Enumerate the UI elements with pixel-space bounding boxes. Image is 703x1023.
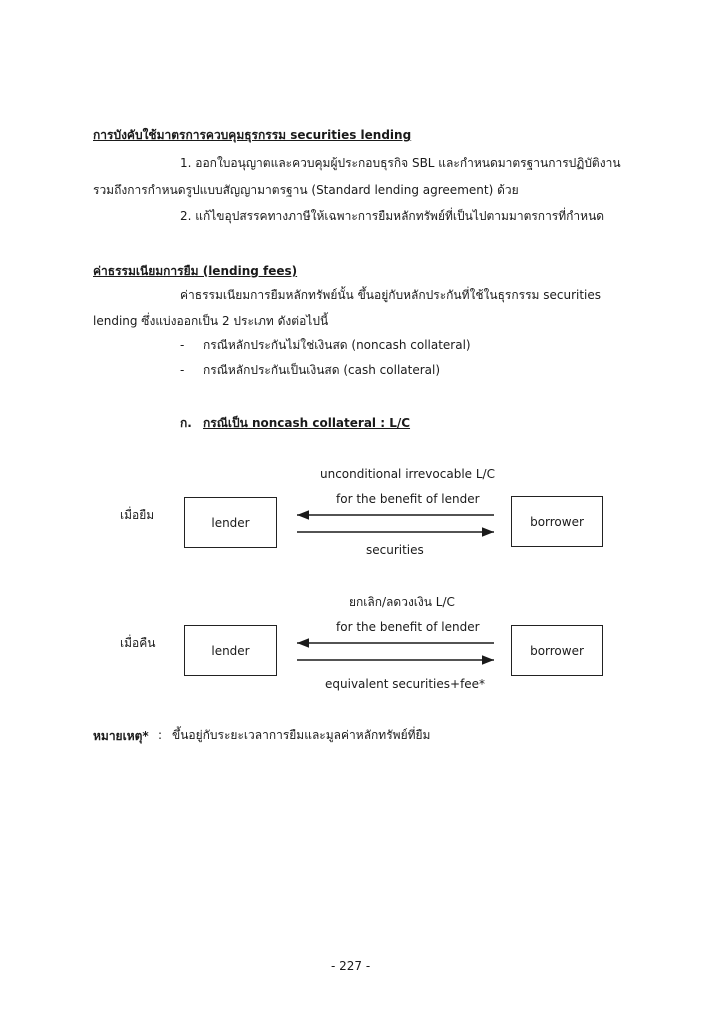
subsection-heading: กรณีเป็น noncash collateral : L/C [203, 416, 411, 430]
diagram2-bottom-label: equivalent securities+fee* [325, 677, 486, 691]
section1-item1-line2: รวมถึงการกำหนดรูปแบบสัญญามาตรฐาน (Standard lending agreement) ด้วย [93, 183, 519, 197]
bullet-cash: กรณีหลักประกันเป็นเงินสด (cash collateral) [203, 363, 441, 377]
diagram1-borrower-label: borrower [530, 514, 584, 529]
diagram1-lender-label: lender [211, 515, 250, 530]
note-text: ขึ้นอยู่กับระยะเวลาการยืมและมูลค่าหลักทรัพย์ที่ยืม [172, 728, 431, 742]
section2-heading: ค่าธรรมเนียมการยืม (lending fees) [93, 264, 298, 278]
diagram1-side-label: เมื่อยืม [120, 508, 155, 522]
bullet-mark-2: - [180, 363, 185, 377]
page-number: - 227 - [331, 959, 371, 973]
section1-item2: 2. แก้ไขอุปสรรคทางภาษีให้เฉพาะการยืมหลักทรัพย์ที่เป็นไปตามมาตรการที่กำหนด [180, 209, 605, 223]
note-colon: : [158, 728, 163, 742]
diagram2-top-line2: for the benefit of lender [336, 620, 480, 634]
section2-para-line1: ค่าธรรมเนียมการยืมหลักทรัพย์นั้น ขึ้นอยู่กับหลักประกันที่ใช้ในธุรกรรม securities [180, 288, 602, 302]
section2-para-line2: lending ซึ่งแบ่งออกเป็น 2 ประเภท ดังต่อไปนี้ [93, 314, 329, 328]
note-label: หมายเหตุ* [93, 729, 149, 743]
section1-item1-line1: 1. ออกใบอนุญาตและควบคุมผู้ประกอบธุรกิจ SBL และกำหนดมาตรฐานการปฏิบัติงาน [180, 156, 621, 170]
section1-heading: การบังคับใช้มาตรการควบคุมธุรกรรม securities lending [93, 128, 412, 142]
bullet-noncash: กรณีหลักประกันไม่ใช่เงินสด (noncash collateral) [203, 338, 471, 352]
diagram2-lender-label: lender [211, 643, 250, 658]
diagram1-top-line1: unconditional irrevocable L/C [320, 467, 495, 481]
diagram2-top-line1: ยกเลิก/ลดวงเงิน L/C [349, 595, 455, 609]
diagram2-side-label: เมื่อคืน [120, 636, 156, 650]
diagram1-bottom-label: securities [366, 543, 424, 557]
bullet-mark-1: - [180, 338, 185, 352]
diagram1-top-line2: for the benefit of lender [336, 492, 480, 506]
subsection-label: ก. [180, 416, 192, 430]
diagram2-borrower-label: borrower [530, 643, 584, 658]
